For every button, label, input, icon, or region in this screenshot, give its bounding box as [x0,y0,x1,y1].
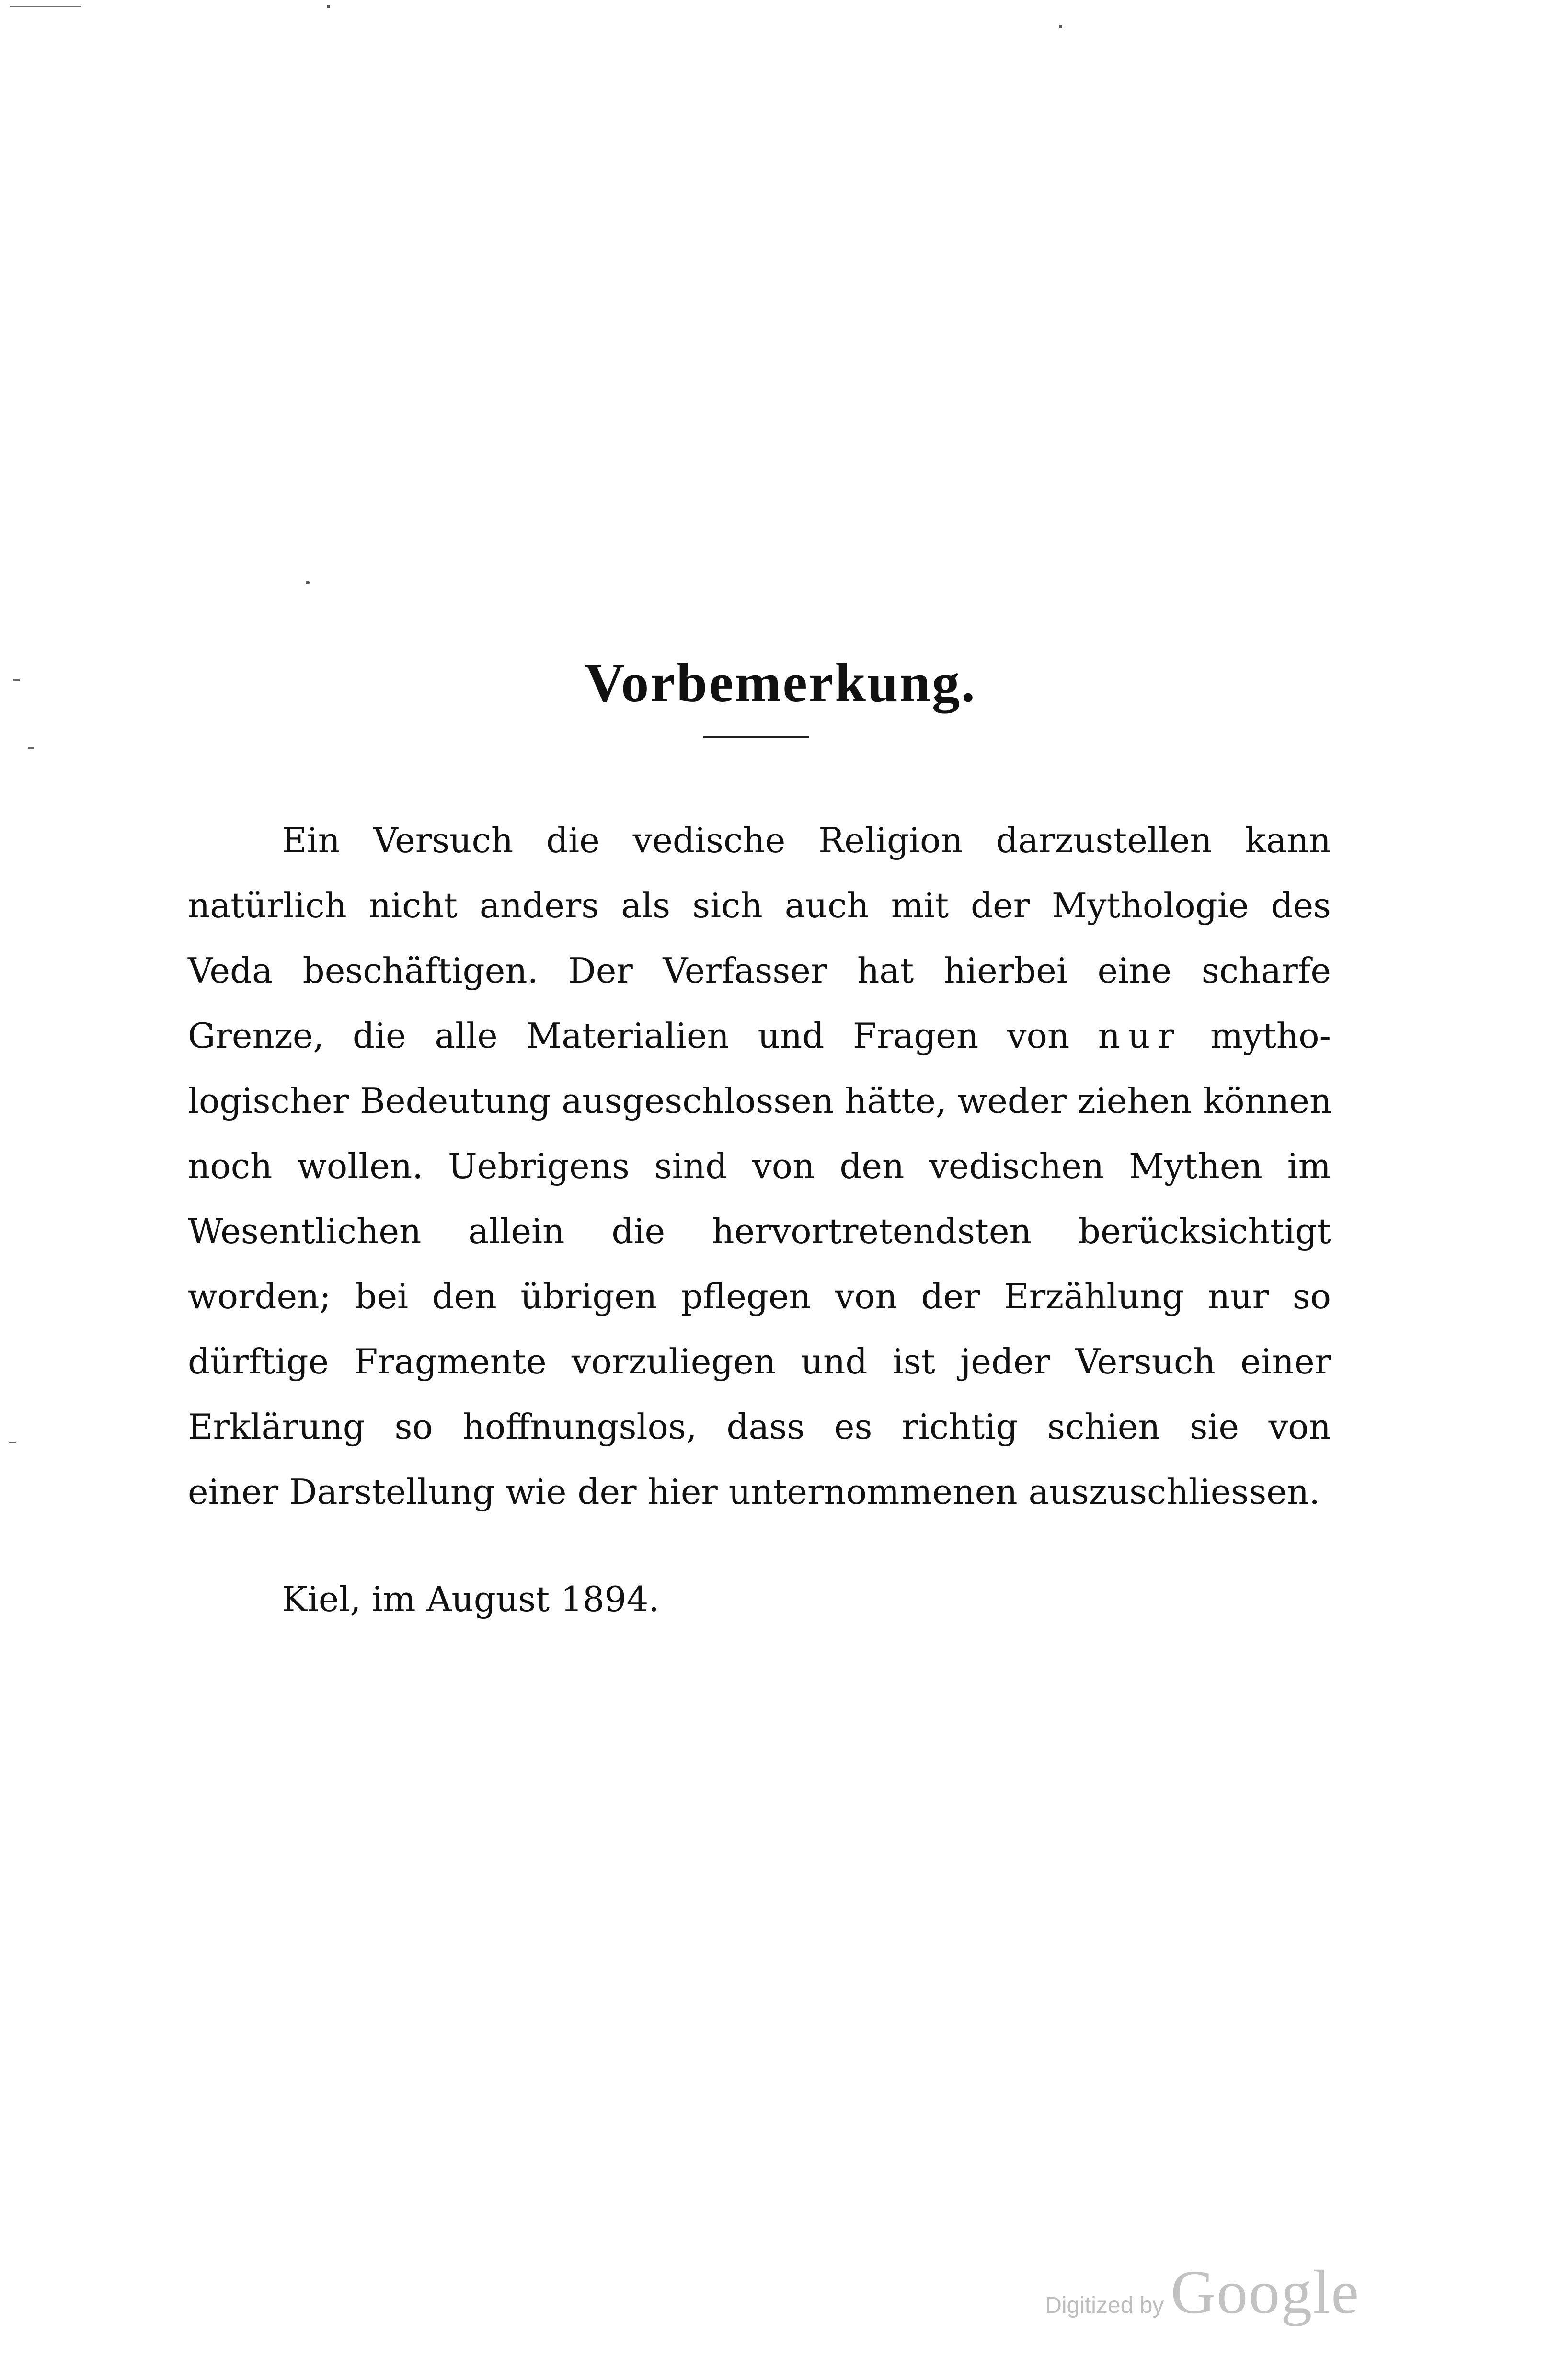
paragraph-line: Ein Versuch die vedische Religion darzustellen kann [282,820,1331,860]
scan-speck [306,581,310,584]
paragraph-line: logischer Bedeutung ausgeschlossen hätte, weder ziehen können [188,1081,1332,1121]
paragraph-line: einer Darstellung wie der hier unternommenen auszuschliessen. [188,1472,1320,1512]
scan-speck [1059,25,1062,28]
paragraph-line: Wesentlichen allein die hervortretendsten berücksichtigt [188,1211,1331,1251]
scan-mark [9,1442,16,1443]
paragraph-line: Veda beschäftigen. Der Verfasser hat hierbei eine scharfe [188,950,1331,991]
paragraph-line: noch wollen. Uebrigens sind von den vedischen Mythen im [188,1146,1331,1186]
line-4-before: Grenze, die alle Materialien und Fragen von [188,1016,1070,1056]
line-4-after: mytho- [1210,1016,1331,1056]
title-rule [703,736,809,738]
place-date-line: Kiel, im August 1894. [282,1579,660,1619]
scan-mark [28,747,34,749]
paragraph-line: dürftige Fragmente vorzuliegen und ist jeder Versuch einer [188,1341,1331,1382]
emphasized-word: nur [1098,1016,1182,1056]
watermark-prefix: Digitized by [1045,2293,1164,2318]
page-title: Vorbemerkung. [585,652,976,714]
scan-mark [10,6,81,7]
paragraph-line: Erklärung so hoffnungslos, dass es richtig schien sie von [188,1407,1331,1447]
preface-paragraph [188,808,1331,1524]
digitized-watermark [1045,2256,1360,2338]
google-logo: Google [1171,2258,1360,2327]
scan-speck [327,5,330,8]
paragraph-line-4 [188,1003,1331,1068]
paragraph-line: worden; bei den übrigen pflegen von der Erzählung nur so [188,1276,1331,1316]
paragraph-line: natürlich nicht anders als sich auch mit der Mythologie des [188,885,1331,926]
